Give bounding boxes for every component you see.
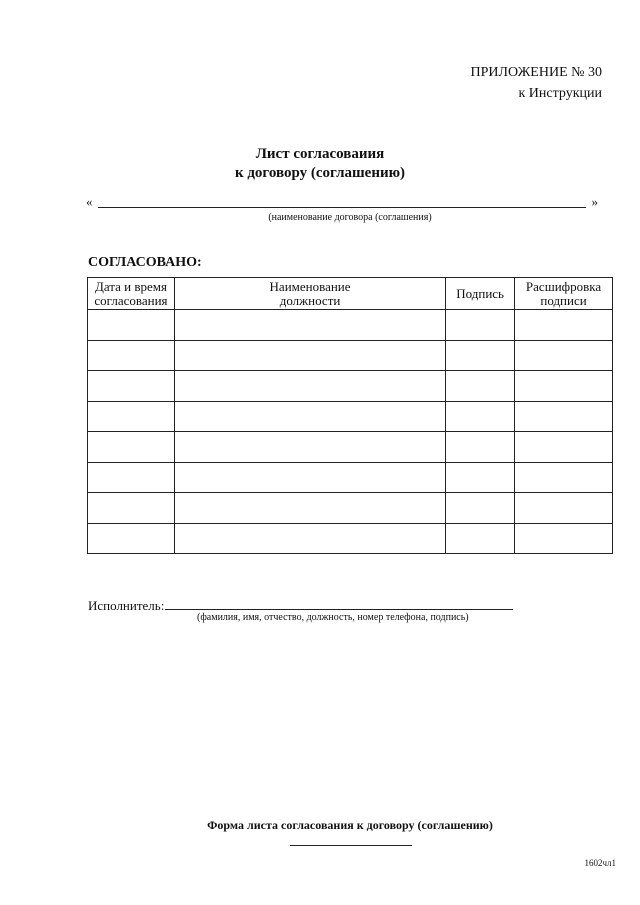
cell-position[interactable] (174, 371, 445, 402)
cell-decoding[interactable] (515, 371, 613, 402)
approval-table (87, 277, 613, 554)
cell-decoding[interactable] (515, 340, 613, 371)
cell-date[interactable] (88, 432, 175, 463)
contract-name-line (86, 194, 598, 212)
table-row (88, 340, 613, 371)
table-row (88, 493, 613, 524)
table-row (88, 432, 613, 463)
cell-date[interactable] (88, 493, 175, 524)
cell-position[interactable] (174, 310, 445, 341)
table-row (88, 401, 613, 432)
close-quote: » (591, 194, 598, 209)
cell-decoding[interactable] (515, 401, 613, 432)
title-line-2: к договору (соглашению) (234, 165, 406, 181)
cell-position[interactable] (174, 432, 445, 463)
cell-date[interactable] (88, 462, 175, 493)
appendix-reference: к Инструкции (518, 86, 602, 101)
header-date-line-2: согласования (94, 292, 168, 308)
form-caption-rule (290, 845, 412, 846)
table-row (88, 462, 613, 493)
header-date (88, 278, 175, 310)
form-caption: Форма листа согласования к договору (соглашению) (207, 818, 493, 832)
appendix-header (471, 62, 603, 104)
table-header-row (88, 278, 613, 310)
cell-position[interactable] (174, 493, 445, 524)
contract-name-caption: (наименование договора (соглашения) (268, 212, 432, 223)
cell-position[interactable] (174, 462, 445, 493)
table-row (88, 310, 613, 341)
header-decoding-line-1: Расшифровка (525, 278, 602, 294)
header-position-line-2: должности (279, 292, 341, 308)
header-position-line-1: Наименование (269, 278, 351, 294)
cell-decoding[interactable] (515, 493, 613, 524)
cell-signature[interactable] (446, 523, 515, 554)
cell-signature[interactable] (446, 310, 515, 341)
cell-position[interactable] (174, 401, 445, 432)
header-decoding-line-2: подписи (540, 292, 587, 308)
open-quote: « (86, 194, 93, 209)
cell-decoding[interactable] (515, 310, 613, 341)
cell-decoding[interactable] (515, 523, 613, 554)
cell-date[interactable] (88, 401, 175, 432)
document-title (0, 145, 640, 183)
cell-position[interactable] (174, 523, 445, 554)
page-code: 1602чл1 (584, 858, 616, 868)
cell-decoding[interactable] (515, 462, 613, 493)
cell-decoding[interactable] (515, 432, 613, 463)
appendix-number: ПРИЛОЖЕНИЕ № 30 (470, 65, 602, 80)
cell-date[interactable] (88, 523, 175, 554)
cell-signature[interactable] (446, 432, 515, 463)
table-row (88, 371, 613, 402)
cell-signature[interactable] (446, 462, 515, 493)
header-position (174, 278, 445, 310)
header-signature: Подпись (446, 278, 515, 310)
table-row (88, 523, 613, 554)
cell-date[interactable] (88, 310, 175, 341)
cell-signature[interactable] (446, 340, 515, 371)
cell-date[interactable] (88, 340, 175, 371)
cell-signature[interactable] (446, 371, 515, 402)
executor-label: Исполнитель: (88, 598, 165, 613)
cell-date[interactable] (88, 371, 175, 402)
executor-caption: (фамилия, имя, отчество, должность, номер телефона, подпись) (197, 612, 469, 623)
title-line-1: Лист согласоваиия (255, 146, 385, 162)
header-date-line-1: Дата и время (94, 278, 167, 294)
contract-name-rule (98, 207, 586, 208)
agreed-label: СОГЛАСОВАНО: (88, 255, 202, 270)
header-decoding (515, 278, 613, 310)
cell-signature[interactable] (446, 401, 515, 432)
cell-signature[interactable] (446, 493, 515, 524)
cell-position[interactable] (174, 340, 445, 371)
executor-rule[interactable] (165, 609, 513, 610)
